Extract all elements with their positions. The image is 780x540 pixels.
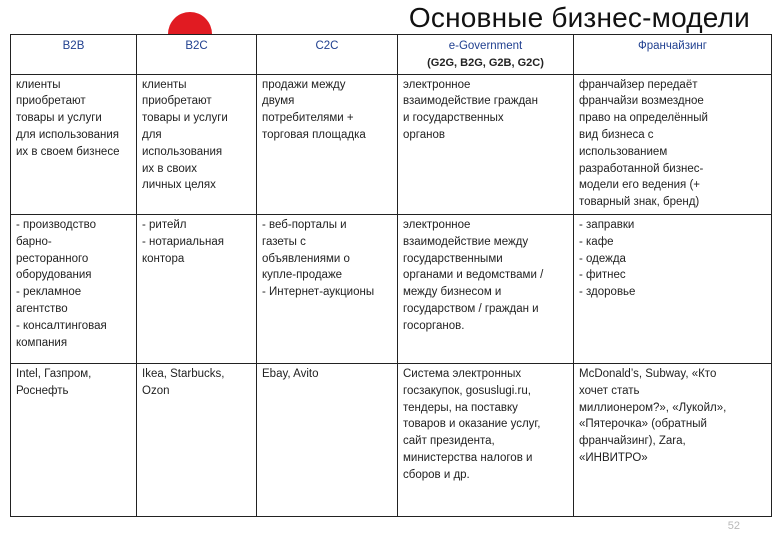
table-cell-franchising — [574, 214, 772, 363]
cell-text-line: государством / граждан и — [403, 302, 539, 315]
cell-text-line: для использования — [16, 128, 120, 141]
column-header-label: C2C — [315, 40, 339, 52]
table-cell-b2c — [137, 74, 257, 214]
cell-text-line: франчайзинг), Zara, — [579, 435, 686, 448]
header-row — [11, 35, 772, 75]
cell-text-line: контора — [142, 252, 185, 265]
cell-text-line: - фитнес — [579, 269, 626, 282]
cell-text-line: ресторанного — [16, 252, 89, 265]
cell-text-line: миллионером?», «Лукойл», — [579, 401, 727, 414]
table-cell-egov — [398, 214, 574, 363]
cell-text-line: - рекламное — [16, 286, 82, 299]
column-header-b2c — [137, 35, 257, 75]
cell-text-line: органами и ведомствами / — [403, 269, 544, 282]
cell-text-line: тендеры, на поставку — [403, 401, 518, 414]
cell-text-line: - производство — [16, 218, 96, 231]
table-cell-c2c — [257, 74, 398, 214]
cell-text-line: министерства налогов и — [403, 451, 533, 464]
cell-text-line: вид бизнеса с — [579, 128, 654, 141]
page-number: 52 — [727, 520, 740, 532]
table-row — [11, 214, 772, 363]
cell-text-line: право на определённый — [579, 112, 708, 125]
cell-text-line: «Пятерочка» (обратный — [579, 418, 707, 431]
cell-text-line: товаров и оказание услуг, — [403, 418, 541, 431]
cell-text-line: модели его ведения (+ — [579, 179, 701, 192]
column-header-c2c — [257, 35, 398, 75]
cell-text-line: - одежда — [579, 252, 626, 265]
table-cell-b2b — [11, 74, 137, 214]
cell-text-line: клиенты — [16, 78, 61, 91]
cell-text-line: - нотариальная — [142, 235, 224, 248]
cell-text-line: госорганов. — [403, 319, 465, 332]
cell-text-line: «ИНВИТРО» — [579, 451, 648, 464]
cell-text-line: госзакупок, gosuslugi.ru, — [403, 384, 531, 397]
cell-text-line: - консалтинговая — [16, 319, 107, 332]
table-cell-c2c — [257, 214, 398, 363]
cell-text-line: франчайзер передаёт — [579, 78, 698, 91]
table-row — [11, 74, 772, 214]
table-cell-c2c — [257, 363, 398, 516]
cell-text-line: Ozon — [142, 384, 170, 397]
cell-text-line: разработанной бизнес- — [579, 162, 704, 175]
page-title: Основные бизнес-модели — [408, 2, 750, 33]
cell-text-line: Система электронных — [403, 367, 522, 380]
cell-text-line: потребителями + — [262, 112, 354, 125]
column-header-b2b — [11, 35, 137, 75]
cell-text-line: Ebay, Avito — [262, 367, 319, 380]
cell-text-line: оборудования — [16, 269, 92, 282]
cell-text-line: использования — [142, 145, 223, 158]
cell-text-line: их в своих — [142, 162, 197, 175]
cell-text-line: хочет стать — [579, 384, 640, 397]
column-header-label: B2B — [62, 40, 85, 52]
cell-text-line: - Интернет-аукционы — [262, 286, 375, 299]
cell-text-line: приобретают — [142, 95, 212, 108]
cell-text-line: Ikea, Starbucks, — [142, 367, 225, 380]
cell-text-line: взаимодействие граждан — [403, 95, 538, 108]
cell-text-line: купле-продаже — [262, 269, 343, 282]
cell-text-line: агентство — [16, 302, 68, 315]
cell-text-line: барно- — [16, 235, 52, 248]
cell-text-line: клиенты — [142, 78, 187, 91]
column-header-label: e-Government — [448, 40, 523, 52]
cell-text-line: - веб-порталы и — [262, 218, 347, 231]
table-cell-b2c — [137, 214, 257, 363]
cell-text-line: франчайзи возмездное — [579, 95, 704, 108]
cell-text-line: - здоровье — [579, 286, 636, 299]
cell-text-line: электронное — [403, 78, 471, 91]
cell-text-line: сборов и др. — [403, 468, 470, 481]
cell-text-line: McDonald’s, Subway, «Кто — [579, 367, 717, 380]
table-cell-b2c — [137, 363, 257, 516]
cell-text-line: приобретают — [16, 95, 86, 108]
cell-text-line: продажи между — [262, 78, 346, 91]
cell-text-line: электронное — [403, 218, 471, 231]
table-row — [11, 363, 772, 516]
cell-text-line: между бизнесом и — [403, 286, 502, 299]
cell-text-line: объявлениями о — [262, 252, 350, 265]
cell-text-line: использованием — [579, 145, 668, 158]
column-header-egov — [398, 35, 574, 75]
column-header-sublabel: (G2G, B2G, G2B, G2C) — [427, 56, 544, 69]
cell-text-line: торговая площадка — [262, 128, 366, 141]
table-cell-egov — [398, 363, 574, 516]
cell-text-line: товарный знак, бренд) — [579, 196, 700, 209]
cell-text-line: газеты с — [262, 235, 306, 248]
cell-text-line: органов — [403, 128, 445, 141]
cell-text-line: сайт президента, — [403, 435, 495, 448]
cell-text-line: Intel, Газпром, — [16, 367, 92, 380]
cell-text-line: товары и услуги — [16, 112, 102, 125]
table-cell-b2b — [11, 214, 137, 363]
table-cell-franchising — [574, 74, 772, 214]
column-header-franchising — [574, 35, 772, 75]
cell-text-line: государственными — [403, 252, 503, 265]
cell-text-line: компания — [16, 336, 68, 349]
business-models-table — [10, 34, 772, 517]
cell-text-line: для — [142, 128, 162, 141]
cell-text-line: их в своем бизнесе — [16, 145, 120, 158]
table-body — [11, 74, 772, 516]
cell-text-line: - кафе — [579, 235, 614, 248]
cell-text-line: Роснефть — [16, 384, 69, 397]
table-cell-egov — [398, 74, 574, 214]
cell-text-line: и государственных — [403, 112, 504, 125]
cell-text-line: личных целях — [142, 179, 216, 192]
column-header-label: Франчайзинг — [638, 40, 707, 52]
cell-text-line: товары и услуги — [142, 112, 228, 125]
cell-text-line: - ритейл — [142, 218, 187, 231]
table-cell-franchising — [574, 363, 772, 516]
cell-text-line: взаимодействие между — [403, 235, 529, 248]
cell-text-line: двумя — [262, 95, 295, 108]
table-cell-b2b — [11, 363, 137, 516]
cell-text-line: - заправки — [579, 218, 635, 231]
column-header-label: B2C — [185, 40, 208, 52]
